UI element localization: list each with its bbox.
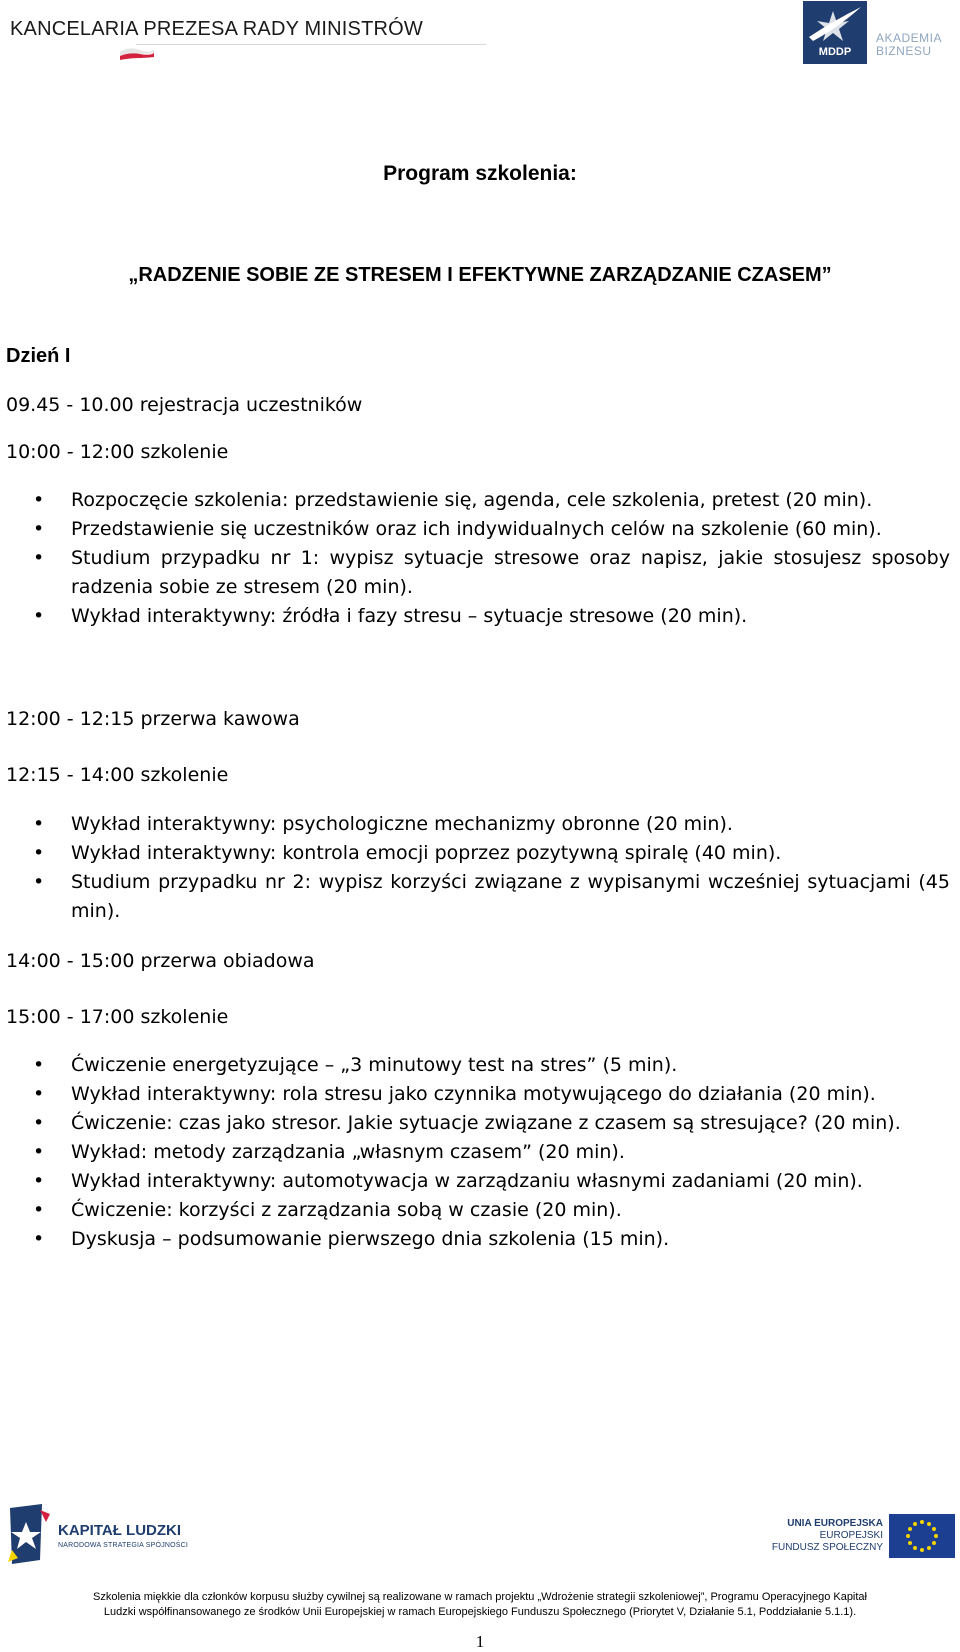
page-number: 1 <box>475 1632 485 1651</box>
agenda-item: • Studium przypadku nr 1: wypisz sytuacje stresowe oraz napisz, jakie stosujesz sposoby radzenia sobie ze stresem (20 min). <box>0 544 950 602</box>
session-time: 10:00 - 12:00 szkolenie <box>6 441 229 463</box>
mddp-logo <box>803 1 867 64</box>
course-title: „RADZENIE SOBIE ZE STRESEM I EFEKTYWNE ZARZĄDZANIE CZASEM” <box>128 264 832 286</box>
day-label: Dzień I <box>6 345 71 367</box>
eu-logo <box>760 1514 955 1574</box>
kl-star-icon <box>6 1500 54 1566</box>
kprm-logo <box>6 8 486 58</box>
agenda-item: • Wykład interaktywny: kontrola emocji poprzez pozytywną spiralę (40 min). <box>0 839 950 868</box>
agenda-item: • Wykład interaktywny: rola stresu jako czynnika motywującego do działania (20 min). <box>0 1080 950 1109</box>
document-heading: Program szkolenia: <box>383 162 577 185</box>
agenda-item: • Wykład interaktywny: źródła i fazy stresu – sytuacje stresowe (20 min). <box>0 602 950 631</box>
agenda-item: • Wykład interaktywny: psychologiczne mechanizmy obronne (20 min). <box>0 810 950 839</box>
ministry-name: KANCELARIA PREZESA RADY MINISTRÓW <box>10 18 423 40</box>
academy-line: BIZNESU <box>876 44 932 58</box>
session-agenda-list <box>0 486 950 631</box>
kl-name: KAPITAŁ LUDZKI <box>58 1522 182 1539</box>
funding-note <box>0 1590 960 1620</box>
session-time: 12:15 - 14:00 szkolenie <box>6 764 229 786</box>
agenda-item: • Rozpoczęcie szkolenia: przedstawienie się, agenda, cele szkolenia, pretest (20 min). <box>0 486 950 515</box>
agenda-item: • Dyskusja – podsumowanie pierwszego dnia szkolenia (15 min). <box>0 1225 950 1254</box>
session-time: 14:00 - 15:00 przerwa obiadowa <box>6 950 315 972</box>
session-time: 09.45 - 10.00 rejestracja uczestników <box>6 394 363 416</box>
kapital-ludzki-logo <box>6 1500 206 1572</box>
agenda-item: • Przedstawienie się uczestników oraz ich indywidualnych celów na szkolenie (60 min). <box>0 515 950 544</box>
agenda-item: • Ćwiczenie energetyzujące – „3 minutowy test na stres” (5 min). <box>0 1051 950 1080</box>
agenda-item: • Wykład interaktywny: automotywacja w zarządzaniu własnymi zadaniami (20 min). <box>0 1167 950 1196</box>
session-time: 15:00 - 17:00 szkolenie <box>6 1006 229 1028</box>
academy-line: AKADEMIA <box>876 31 943 45</box>
agenda-item: • Ćwiczenie: korzyści z zarządzania sobą w czasie (20 min). <box>0 1196 950 1225</box>
session-time: 12:00 - 12:15 przerwa kawowa <box>6 708 300 730</box>
agenda-item: • Ćwiczenie: czas jako stresor. Jakie sytuacje związane z czasem są stresujące? (20 min). <box>0 1109 950 1138</box>
agenda-item: • Wykład: metody zarządzania „własnym czasem” (20 min). <box>0 1138 950 1167</box>
mddp-label: MDDP <box>818 46 852 58</box>
session-agenda-list <box>0 1051 950 1254</box>
agenda-item: • Studium przypadku nr 2: wypisz korzyści związane z wypisanymi wcześniej sytuacjami (45 min). <box>0 868 950 926</box>
funding-note-line: Ludzki współfinansowanego ze środków Unii Europejskiej w ramach Europejskiego Funduszu Społecznego (Priorytet V, Działanie 5.1, Poddziałanie 5.1.1). <box>103 1606 857 1618</box>
header-rule <box>136 44 486 45</box>
session-agenda-list <box>0 810 950 926</box>
eu-line: UNIA EUROPEJSKA <box>787 1518 883 1529</box>
polish-flag-icon <box>118 46 156 60</box>
eu-line: EUROPEJSKI <box>819 1530 883 1541</box>
funding-note-line: Szkolenia miękkie dla członków korpusu służby cywilnej są realizowane w ramach projektu „Wdrożenie strategii szkoleniowej”, Programu Operacyjnego Kapitał <box>92 1591 867 1603</box>
eu-line: FUNDUSZ SPOŁECZNY <box>771 1542 883 1553</box>
eu-text <box>772 1518 883 1554</box>
kl-subtitle: NARODOWA STRATEGIA SPÓJNOŚCI <box>58 1542 189 1549</box>
eu-flag-icon <box>889 1514 955 1558</box>
academy-name <box>876 32 942 58</box>
